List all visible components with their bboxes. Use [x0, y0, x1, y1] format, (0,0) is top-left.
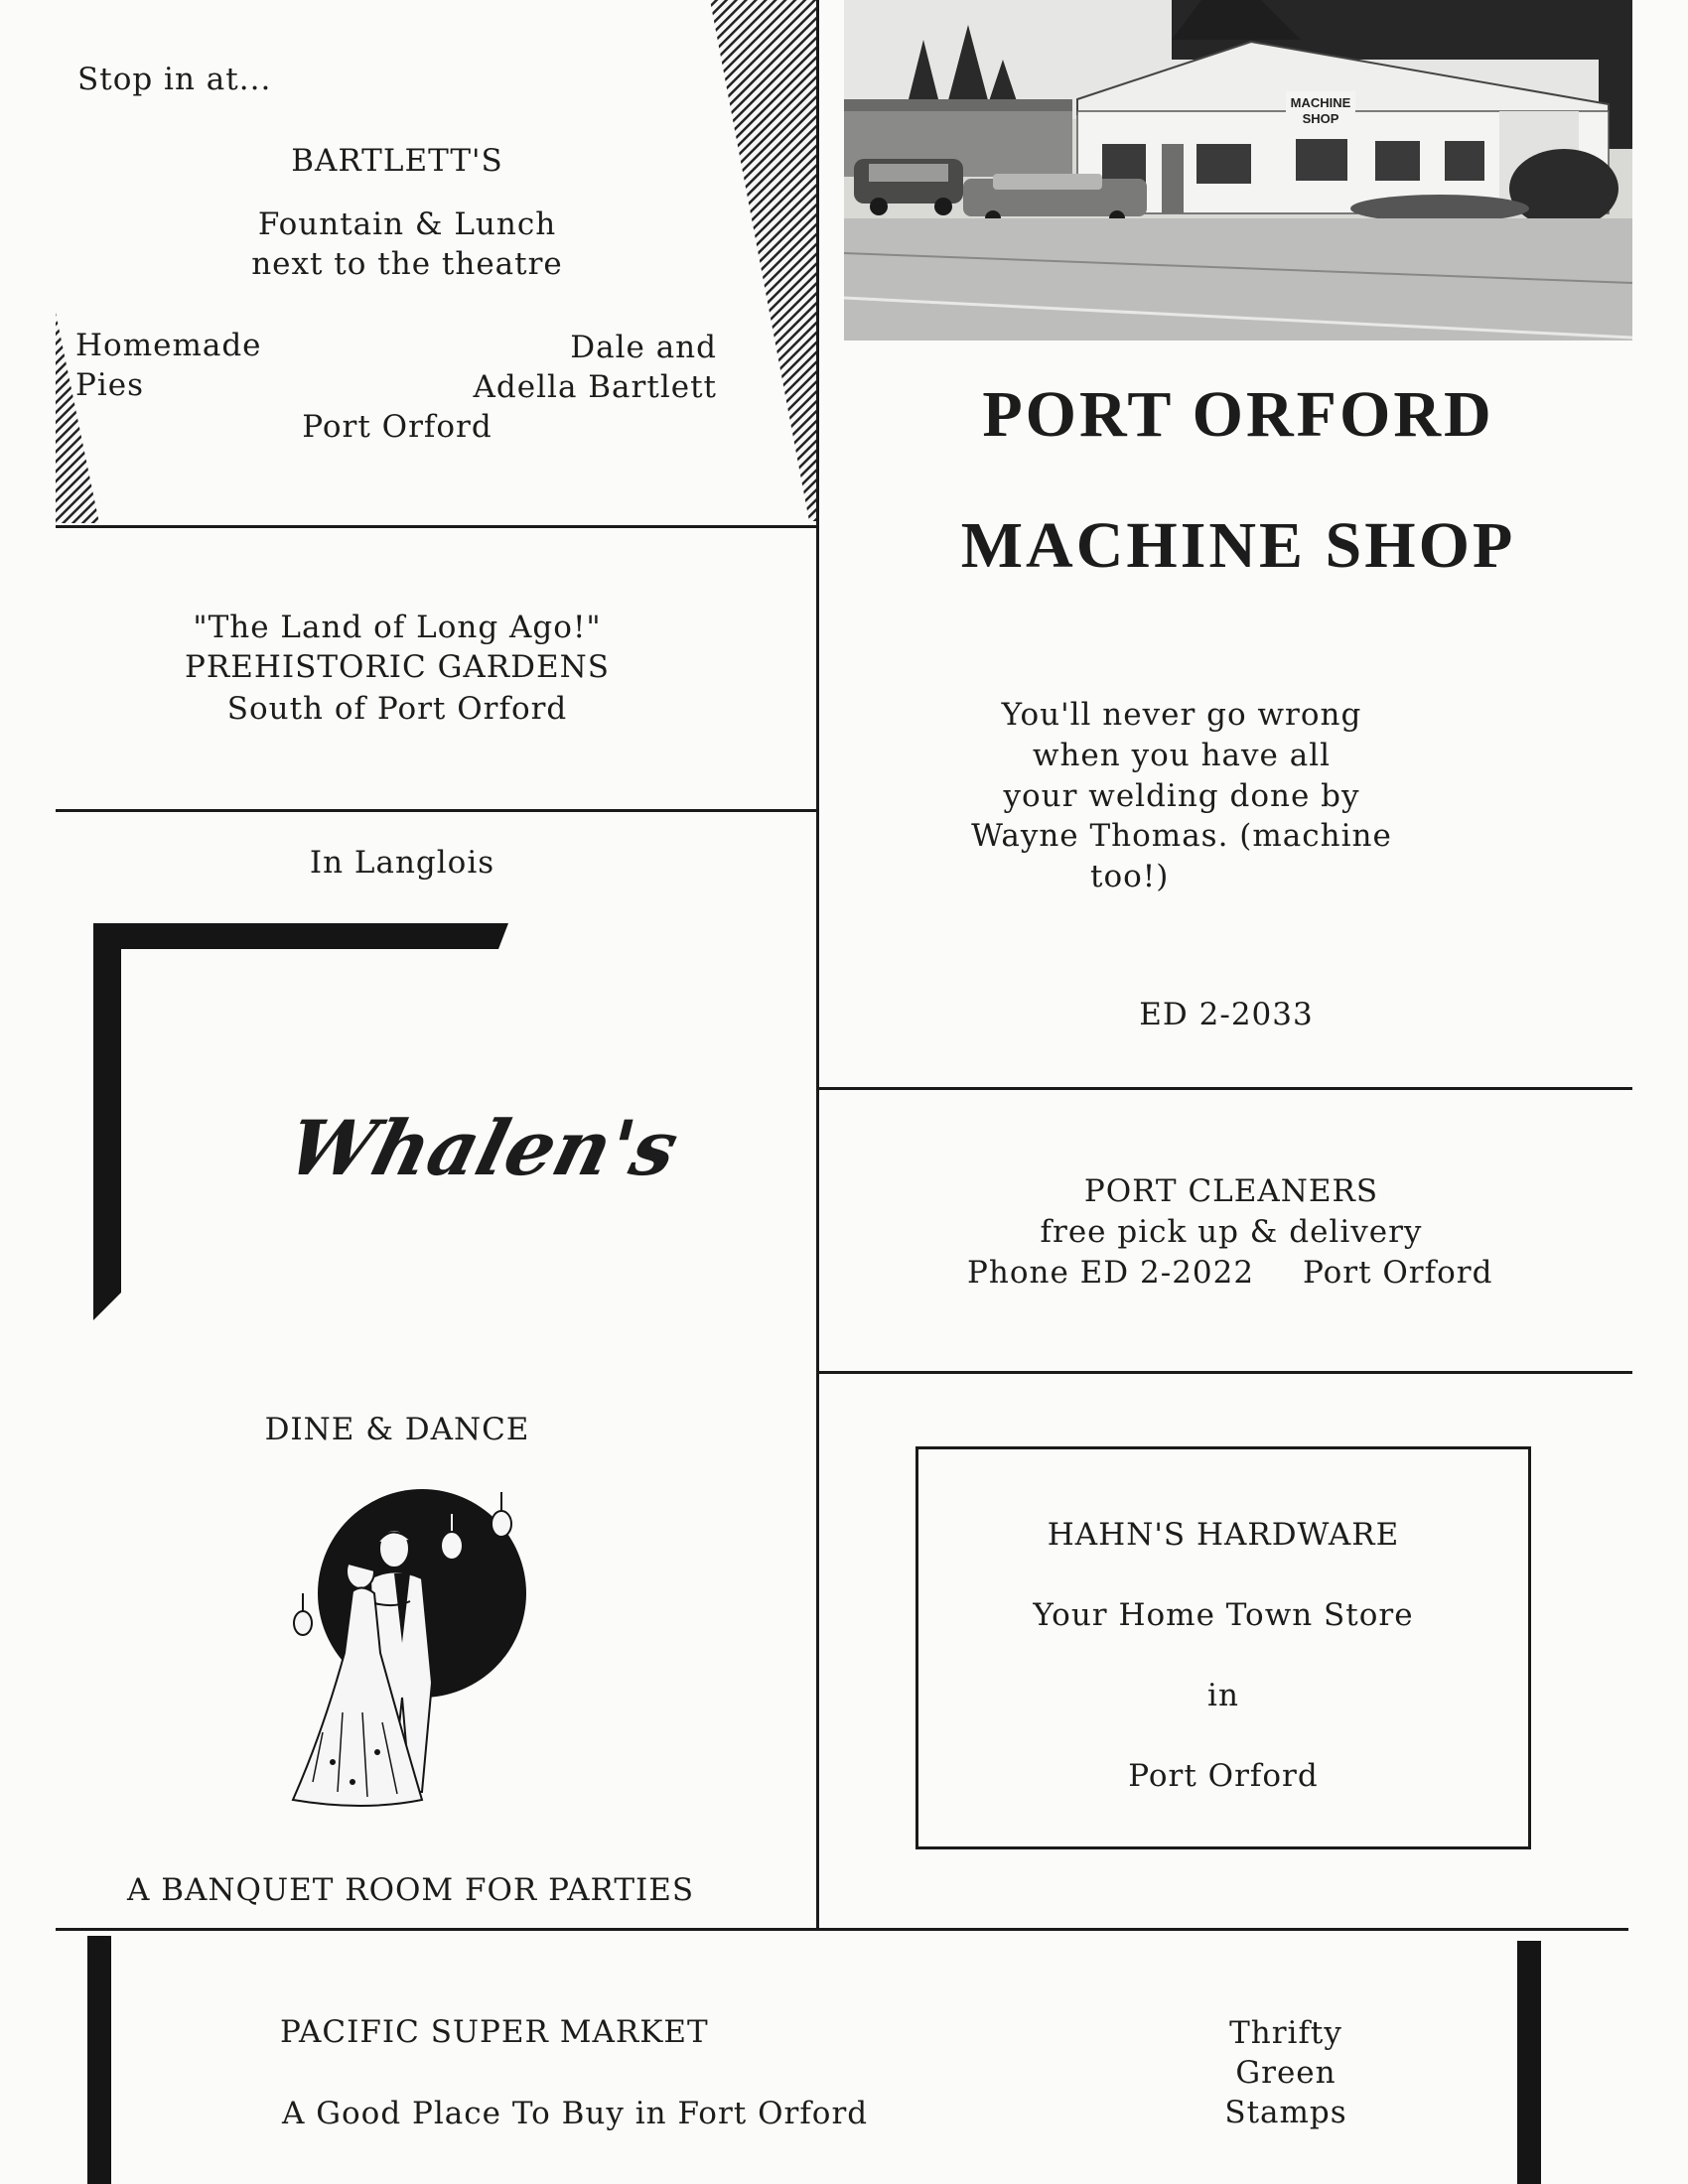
right-bar [1517, 1941, 1541, 2184]
shop-title-line2: MACHINE SHOP [960, 509, 1516, 582]
town-text: Port Orford [1128, 1758, 1319, 1794]
tagline-text: A Good Place To Buy in Fort Orford [282, 2096, 869, 2131]
stamps-line3: Stamps [1224, 2095, 1347, 2130]
shop-body-line5: too!) [1090, 859, 1170, 894]
dancing-couple-illustration [283, 1484, 531, 1822]
tagline-line1: Fountain & Lunch [257, 206, 557, 242]
location-text: In Langlois [309, 845, 495, 881]
shop-body-line2: when you have all [1032, 738, 1332, 773]
intro-text: Stop in at... [77, 62, 272, 97]
in-text: in [1207, 1678, 1239, 1713]
shop-phone: ED 2-2033 [1139, 997, 1314, 1032]
hardware-ad [915, 1446, 1531, 1849]
stamps-line1: Thrifty [1229, 2015, 1342, 2051]
whalens-logo: Whalen's [278, 1104, 687, 1192]
owners-line1: Dale and [570, 330, 717, 365]
rule-gardens-bottom [56, 809, 816, 812]
tagline-text: Your Home Town Store [1033, 1597, 1414, 1633]
shop-title-line1: PORT ORFORD [982, 378, 1494, 451]
location-text: South of Port Orford [226, 691, 568, 727]
machine-shop-photo [844, 0, 1632, 341]
svg-text:MACHINE: MACHINE [1290, 95, 1351, 110]
left-bar [87, 1936, 111, 2184]
hatch-decoration [705, 0, 819, 526]
owners-line2: Adella Bartlett [473, 369, 717, 405]
business-name: PORT CLEANERS [1083, 1173, 1379, 1209]
shop-body-line1: You'll never go wrong [1001, 697, 1362, 733]
stamps-line2: Green [1235, 2055, 1336, 2091]
shop-body-line3: your welding done by [1003, 778, 1360, 814]
business-name: HAHN'S HARDWARE [1047, 1517, 1400, 1553]
town-text: Port Orford [1303, 1255, 1493, 1291]
banquet-text: A BANQUET ROOM FOR PARTIES [127, 1872, 695, 1908]
business-name: PREHISTORIC GARDENS [185, 649, 610, 685]
town-text: Port Orford [302, 409, 492, 445]
business-name: PACIFIC SUPER MARKET [280, 2014, 709, 2050]
slogan-text: "The Land of Long Ago!" [193, 610, 602, 645]
tagline-line2: next to the theatre [251, 246, 563, 282]
business-name: BARTLETT'S [291, 143, 503, 179]
shop-body-line4: Wayne Thomas. (machine [971, 818, 1392, 854]
svg-text:SHOP: SHOP [1302, 111, 1339, 126]
homemade-text: Homemade [75, 328, 262, 363]
rule-page-bottom [56, 1928, 1628, 1931]
rule-cleaners-bottom [816, 1371, 1632, 1374]
pies-text: Pies [75, 367, 145, 403]
phone-text: Phone ED 2-2022 [967, 1255, 1255, 1291]
rule-bartletts-bottom [56, 525, 818, 528]
service-text: free pick up & delivery [1040, 1214, 1423, 1250]
rule-machine-bottom [816, 1087, 1632, 1090]
tagline-text: DINE & DANCE [264, 1412, 530, 1447]
